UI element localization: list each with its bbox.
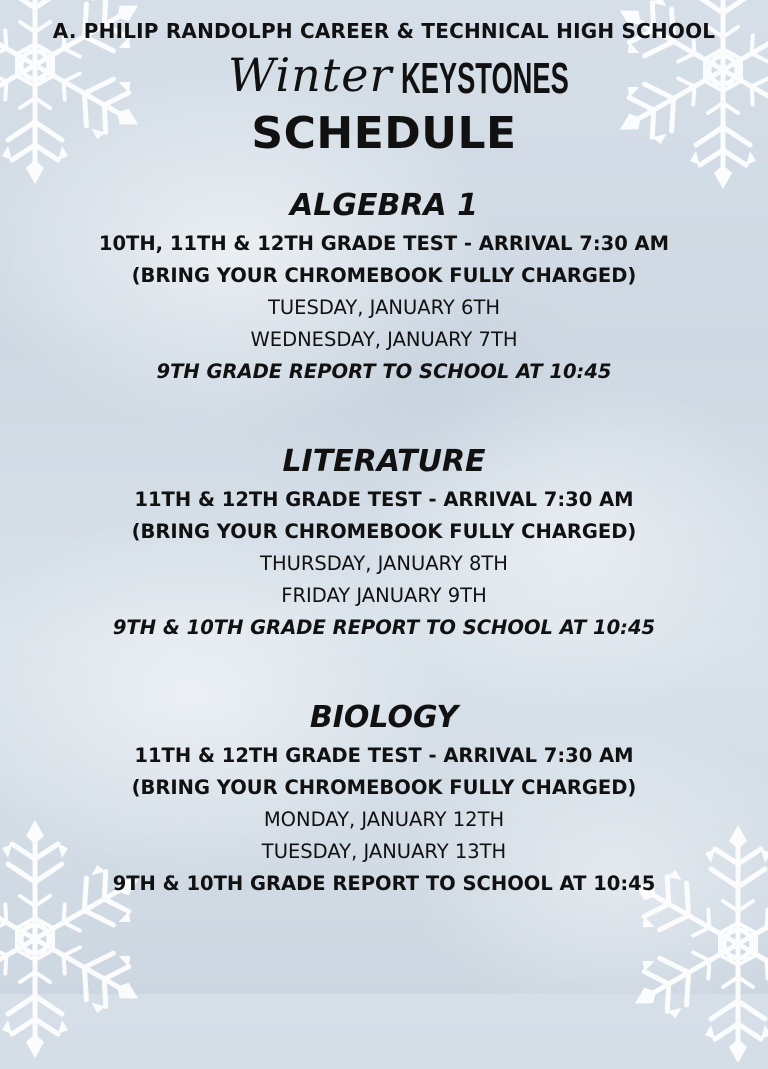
report-line: 9TH & 10TH GRADE REPORT TO SCHOOL AT 10:45 [112,616,656,639]
date-line: FRIDAY JANUARY 9TH [281,584,487,607]
section-title: BIOLOGY [309,700,459,735]
bring-line: (BRING YOUR CHROMEBOOK FULLY CHARGED) [131,520,637,543]
test-line: 10TH, 11TH & 12TH GRADE TEST - ARRIVAL 7:30 AM [98,232,670,255]
schedule-heading: SCHEDULE [251,108,517,159]
bring-line: (BRING YOUR CHROMEBOOK FULLY CHARGED) [131,776,637,799]
section-algebra [0,184,768,388]
report-line: 9TH & 10TH GRADE REPORT TO SCHOOL AT 10:45 [112,872,656,895]
title-script: Winter [228,48,393,102]
section-biology [0,696,768,900]
title-row [0,48,768,106]
section-title: ALGEBRA 1 [290,188,478,223]
date-line: TUESDAY, JANUARY 6TH [267,296,501,319]
section-title: LITERATURE [282,444,486,479]
section-literature [0,440,768,644]
date-line: MONDAY, JANUARY 12TH [263,808,505,831]
date-line: TUESDAY, JANUARY 13TH [261,840,507,863]
test-line: 11TH & 12TH GRADE TEST - ARRIVAL 7:30 AM [134,488,634,511]
report-line: 9TH GRADE REPORT TO SCHOOL AT 10:45 [156,360,612,383]
bring-line: (BRING YOUR CHROMEBOOK FULLY CHARGED) [131,264,637,287]
school-name: A. PHILIP RANDOLPH CAREER & TECHNICAL HIGH SCHOOL [52,19,716,43]
date-line: THURSDAY, JANUARY 8TH [260,552,508,575]
test-line: 11TH & 12TH GRADE TEST - ARRIVAL 7:30 AM [134,744,634,767]
title-block: KEYSTONES [401,54,569,103]
date-line: WEDNESDAY, JANUARY 7TH [250,328,518,351]
